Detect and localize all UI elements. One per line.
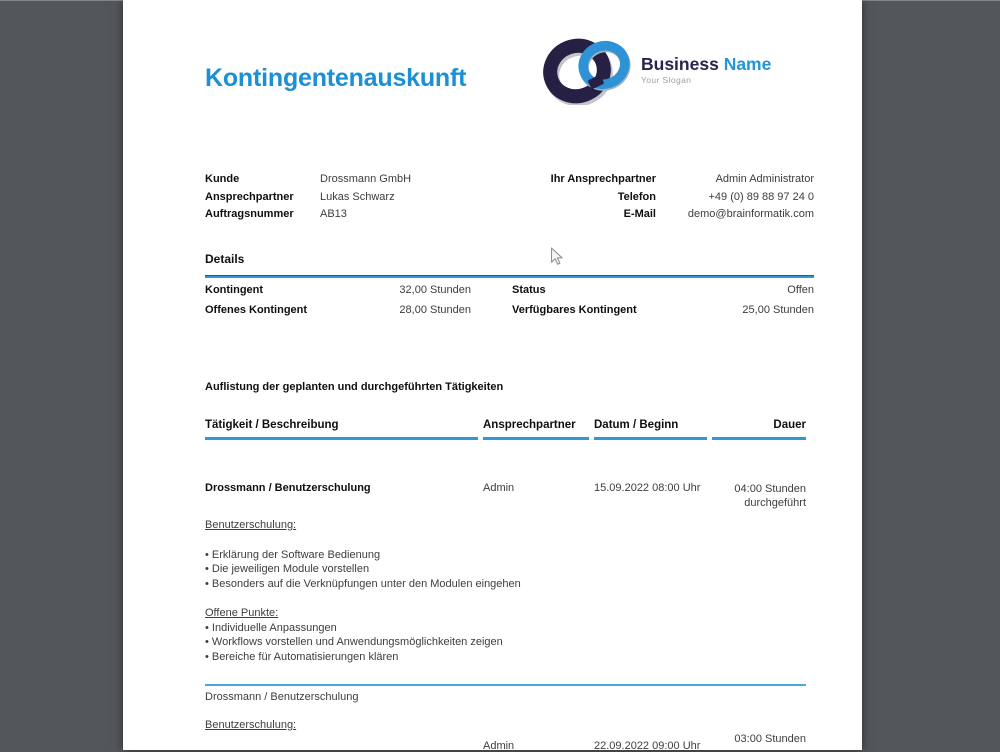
field-label: Auftragsnummer <box>205 208 294 220</box>
duration-value: 04:00 Stunden <box>734 483 806 495</box>
document-page <box>123 0 862 750</box>
field-value: Offen <box>787 284 814 296</box>
duration-status: durchgeführt <box>744 497 806 509</box>
detail-field-status <box>512 284 814 296</box>
column-header-datum: Datum / Beginn <box>594 419 707 440</box>
table-row <box>205 733 806 752</box>
logo-rings-icon <box>542 35 634 105</box>
list-item: • Workflows vorstellen und Anwendungsmöglichkeiten zeigen <box>205 635 765 650</box>
field-value: 28,00 Stunden <box>399 304 471 316</box>
activities-section-heading: Auflistung der geplanten und durchgeführten Tätigkeiten <box>205 381 504 393</box>
field-value: demo@brainformatik.com <box>687 208 814 220</box>
field-label: Kunde <box>205 173 240 185</box>
logo-name-secondary: Name <box>723 54 772 74</box>
column-header-taetigkeit: Tätigkeit / Beschreibung <box>205 419 478 440</box>
activity-duration <box>712 482 806 510</box>
activity-title: Drossmann / Benutzerschulung <box>205 482 371 494</box>
spacer <box>205 733 478 752</box>
list-item: • Erklärung der Software Bedienung <box>205 548 765 563</box>
activity-title: Drossmann / Benutzerschulung <box>205 691 359 703</box>
list-item: • Bereiche für Automatisierungen klären <box>205 650 765 665</box>
customer-info-block <box>205 173 411 226</box>
detail-field-offenes-kontingent <box>205 304 471 316</box>
field-label: Telefon <box>617 190 656 203</box>
field-label: Kontingent <box>205 284 264 296</box>
field-value: Drossmann GmbH <box>320 173 412 185</box>
bullet-list <box>205 621 765 665</box>
detail-field-kontingent <box>205 284 471 296</box>
list-item: • Individuelle Anpassungen <box>205 621 765 636</box>
field-label: Ansprechpartner <box>205 190 294 203</box>
field-value: Lukas Schwarz <box>320 190 395 203</box>
field-value: 25,00 Stunden <box>742 304 814 316</box>
info-row-auftragsnummer <box>205 208 411 226</box>
field-label: Ihr Ansprechpartner <box>550 173 656 185</box>
field-label: Offenes Kontingent <box>205 304 308 316</box>
column-header-ansprechpartner: Ansprechpartner <box>483 419 589 440</box>
description-section-heading: Benutzerschulung: <box>205 519 297 531</box>
agent-info-block <box>522 173 814 226</box>
record-divider <box>205 684 806 686</box>
details-section-heading: Details <box>205 252 245 266</box>
info-row-kunde <box>205 173 411 191</box>
field-label: Verfügbares Kontingent <box>512 304 637 316</box>
list-item: • Die jeweiligen Module vorstellen <box>205 562 765 577</box>
company-logo <box>542 34 788 106</box>
field-label: E-Mail <box>623 208 656 220</box>
description-section-heading: Offene Punkte: <box>205 606 279 619</box>
activity-contact: Admin <box>483 740 515 752</box>
activity-description <box>205 518 765 665</box>
list-item: • Besonders auf die Verknüpfungen unter den Modulen eingehen <box>205 577 765 592</box>
details-accent-rule <box>205 275 814 278</box>
logo-name-primary: Business <box>641 54 719 74</box>
field-label: Status <box>512 284 546 296</box>
field-value: Admin Administrator <box>715 173 814 185</box>
field-value: +49 (0) 89 88 97 24 0 <box>708 190 814 203</box>
activity-start: 22.09.2022 09:00 Uhr <box>594 740 701 752</box>
field-value: 32,00 Stunden <box>399 284 471 296</box>
info-row-ansprechpartner <box>205 191 411 209</box>
field-value: AB13 <box>320 208 347 220</box>
detail-field-verfuegbares-kontingent <box>512 304 814 316</box>
activity-contact: Admin <box>483 482 515 494</box>
mouse-cursor-icon <box>550 247 564 267</box>
window-top-edge <box>0 0 1000 1</box>
activity-start: 15.09.2022 08:00 Uhr <box>594 482 701 494</box>
logo-slogan: Your Slogan <box>641 75 692 85</box>
activity-duration: 03:00 Stunden <box>734 733 806 745</box>
description-section-heading: Benutzerschulung: <box>205 719 297 731</box>
table-row <box>205 482 806 510</box>
column-header-dauer: Dauer <box>712 419 806 440</box>
page-title: Kontingentenauskunft <box>205 64 467 92</box>
activities-table-header <box>205 419 806 440</box>
logo-text <box>641 55 771 85</box>
bullet-list <box>205 548 765 592</box>
